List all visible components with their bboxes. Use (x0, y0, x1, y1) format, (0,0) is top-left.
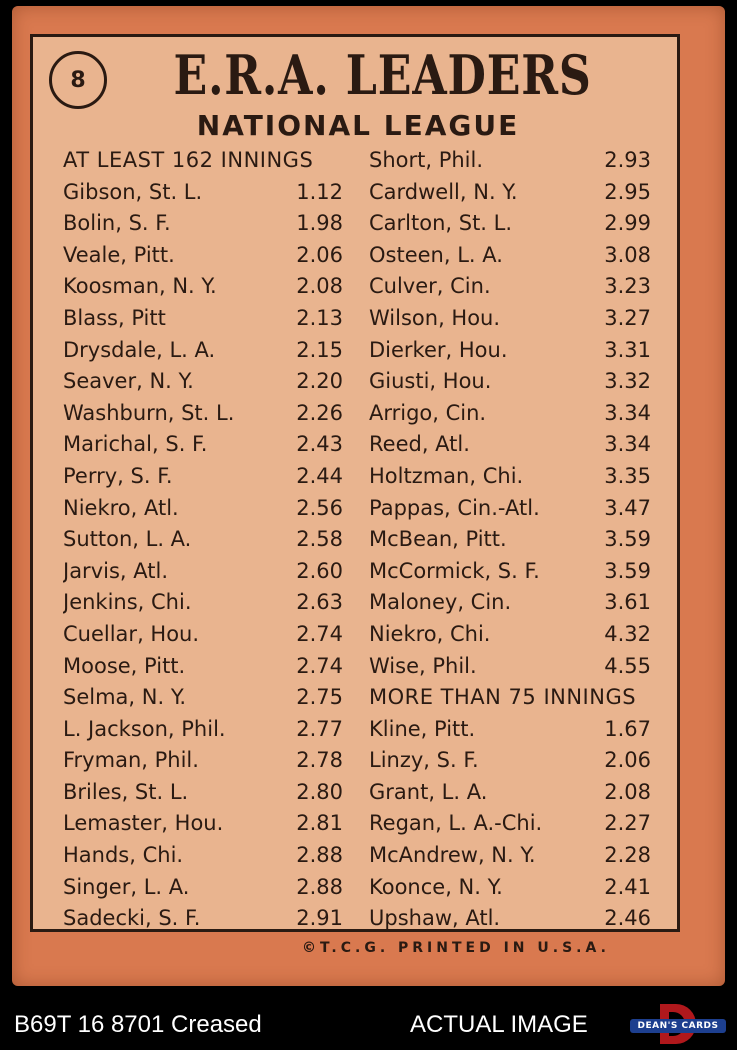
table-row (63, 271, 343, 303)
table-row (63, 493, 343, 525)
table-row (369, 240, 651, 272)
era-value: 3.59 (604, 527, 651, 552)
player-name: Hands, Chi. (63, 843, 184, 868)
player-name: Reed, Atl. (369, 432, 470, 457)
table-row (63, 303, 343, 335)
player-name: Wise, Phil. (369, 653, 477, 678)
era-value: 2.13 (296, 305, 343, 330)
copyright: ©T.C.G. PRINTED IN U.S.A. (302, 940, 610, 956)
table-row (63, 461, 343, 493)
caption-right: ACTUAL IMAGE (410, 1011, 588, 1038)
player-name: Koosman, N. Y. (63, 274, 217, 299)
era-value: 2.56 (296, 495, 343, 520)
table-row (63, 335, 343, 367)
era-value: 2.26 (296, 400, 343, 425)
player-name: Cardwell, N. Y. (369, 179, 518, 204)
table-row (63, 682, 343, 714)
table-row (369, 619, 651, 651)
player-name: Sutton, L. A. (63, 527, 192, 552)
era-value: 3.47 (604, 495, 651, 520)
era-value: 2.46 (604, 906, 651, 931)
player-name: Singer, L. A. (63, 874, 190, 899)
table-row (63, 398, 343, 430)
player-name: Briles, St. L. (63, 779, 189, 804)
era-value: 2.99 (604, 211, 651, 236)
era-value: 3.34 (604, 432, 651, 457)
era-value: 3.27 (604, 305, 651, 330)
era-value: 2.44 (296, 463, 343, 488)
table-row (63, 808, 343, 840)
table-row (369, 524, 651, 556)
table-row (369, 587, 651, 619)
table-row (63, 651, 343, 683)
player-name: Pappas, Cin.-Atl. (369, 495, 540, 520)
table-row (63, 524, 343, 556)
era-value: 2.60 (296, 558, 343, 583)
player-name: Kline, Pitt. (369, 716, 476, 741)
era-value: 2.77 (296, 716, 343, 741)
table-row (369, 208, 651, 240)
player-name: Moose, Pitt. (63, 653, 186, 678)
player-name: Short, Phil. (369, 148, 484, 172)
table-row (63, 240, 343, 272)
table-row (369, 429, 651, 461)
player-name: Seaver, N. Y. (63, 369, 194, 394)
era-value: 2.20 (296, 369, 343, 394)
era-value: 3.32 (604, 369, 651, 394)
right-column-header: MORE THAN 75 INNINGS (369, 685, 637, 710)
era-value: 2.27 (604, 811, 651, 836)
era-value: 2.78 (296, 748, 343, 773)
card-panel (30, 34, 680, 932)
era-value: 1.12 (296, 179, 343, 204)
player-name: Perry, S. F. (63, 463, 173, 488)
era-value: 2.74 (296, 653, 343, 678)
era-value: 3.23 (604, 274, 651, 299)
player-name: Jenkins, Chi. (63, 590, 192, 615)
left-column-header: AT LEAST 162 INNINGS (63, 148, 314, 172)
table-row (63, 777, 343, 809)
era-value: 2.15 (296, 337, 343, 362)
card-title: E.R.A. LEADERS (173, 43, 592, 107)
table-row (63, 840, 343, 872)
era-value: 2.06 (296, 242, 343, 267)
card-number: 8 (49, 51, 107, 109)
table-row (369, 145, 651, 177)
era-value: 2.63 (296, 590, 343, 615)
table-row (63, 556, 343, 588)
era-value: 2.58 (296, 527, 343, 552)
player-name: Gibson, St. L. (63, 179, 203, 204)
era-value: 3.34 (604, 400, 651, 425)
player-name: Grant, L. A. (369, 779, 488, 804)
era-value: 1.98 (296, 211, 343, 236)
player-name: Carlton, St. L. (369, 211, 513, 236)
era-value: 2.91 (296, 906, 343, 931)
player-name: Jarvis, Atl. (63, 558, 168, 583)
player-name: Osteen, L. A. (369, 242, 503, 267)
player-name: Washburn, St. L. (63, 400, 235, 425)
player-name: Koonce, N. Y. (369, 874, 503, 899)
era-value: 2.80 (296, 779, 343, 804)
table-row (369, 840, 651, 872)
table-row (369, 777, 651, 809)
player-name: McBean, Pitt. (369, 527, 507, 552)
era-value: 2.08 (604, 779, 651, 804)
era-value: 4.55 (604, 653, 651, 678)
player-name: Bolin, S. F. (63, 211, 171, 236)
table-row (63, 903, 343, 935)
era-value: 3.61 (604, 590, 651, 615)
logo-band: DEAN'S CARDS (630, 1019, 726, 1033)
player-name: Maloney, Cin. (369, 590, 512, 615)
table-row (63, 714, 343, 746)
table-row (369, 714, 651, 746)
table-row (63, 429, 343, 461)
table-row (369, 461, 651, 493)
era-value: 3.31 (604, 337, 651, 362)
table-row (63, 366, 343, 398)
player-name: Linzy, S. F. (369, 748, 479, 773)
table-row (63, 745, 343, 777)
player-name: Drysdale, L. A. (63, 337, 216, 362)
era-value: 2.93 (604, 148, 651, 172)
era-value: 2.88 (296, 874, 343, 899)
era-value: 2.75 (296, 685, 343, 710)
table-row (369, 745, 651, 777)
era-value: 2.08 (296, 274, 343, 299)
era-value: 2.88 (296, 843, 343, 868)
player-name: Veale, Pitt. (63, 242, 175, 267)
player-name: L. Jackson, Phil. (63, 716, 226, 741)
table-row (63, 177, 343, 209)
table-row (369, 271, 651, 303)
table-row (369, 903, 651, 935)
table-row (369, 493, 651, 525)
player-name: Blass, Pitt (63, 305, 166, 330)
table-row (369, 177, 651, 209)
player-name: Marichal, S. F. (63, 432, 208, 457)
player-name: Selma, N. Y. (63, 685, 187, 710)
player-name: Dierker, Hou. (369, 337, 508, 362)
left-column (63, 145, 343, 935)
table-row (63, 619, 343, 651)
right-column (369, 145, 651, 935)
player-name: Niekro, Atl. (63, 495, 179, 520)
table-row (369, 335, 651, 367)
table-row (63, 208, 343, 240)
player-name: Sadecki, S. F. (63, 906, 201, 931)
era-value: 2.41 (604, 874, 651, 899)
table-row (369, 808, 651, 840)
era-value: 2.74 (296, 621, 343, 646)
era-value: 2.95 (604, 179, 651, 204)
era-value: 2.43 (296, 432, 343, 457)
era-value: 1.67 (604, 716, 651, 741)
era-value: 2.06 (604, 748, 651, 773)
table-row (369, 398, 651, 430)
era-value: 2.28 (604, 843, 651, 868)
table-row (369, 366, 651, 398)
card-subtitle: NATIONAL LEAGUE (196, 109, 520, 142)
player-name: Fryman, Phil. (63, 748, 199, 773)
table-row (63, 587, 343, 619)
player-name: Lemaster, Hou. (63, 811, 224, 836)
player-name: McAndrew, N. Y. (369, 843, 536, 868)
table-row (369, 556, 651, 588)
era-value: 3.08 (604, 242, 651, 267)
era-value: 3.59 (604, 558, 651, 583)
player-name: Holtzman, Chi. (369, 463, 524, 488)
table-row (63, 872, 343, 904)
player-name: Regan, L. A.-Chi. (369, 811, 543, 836)
player-name: Wilson, Hou. (369, 305, 501, 330)
era-value: 4.32 (604, 621, 651, 646)
era-value: 2.81 (296, 811, 343, 836)
player-name: McCormick, S. F. (369, 558, 540, 583)
table-row (369, 872, 651, 904)
player-name: Arrigo, Cin. (369, 400, 487, 425)
era-value: 3.35 (604, 463, 651, 488)
player-name: Culver, Cin. (369, 274, 491, 299)
deans-cards-logo (630, 1004, 726, 1044)
player-name: Cuellar, Hou. (63, 621, 200, 646)
player-name: Giusti, Hou. (369, 369, 492, 394)
table-row (369, 303, 651, 335)
baseball-card (12, 6, 725, 986)
player-name: Niekro, Chi. (369, 621, 491, 646)
table-row (369, 651, 651, 683)
caption-left: B69T 16 8701 Creased (14, 1011, 262, 1038)
player-name: Upshaw, Atl. (369, 906, 501, 931)
